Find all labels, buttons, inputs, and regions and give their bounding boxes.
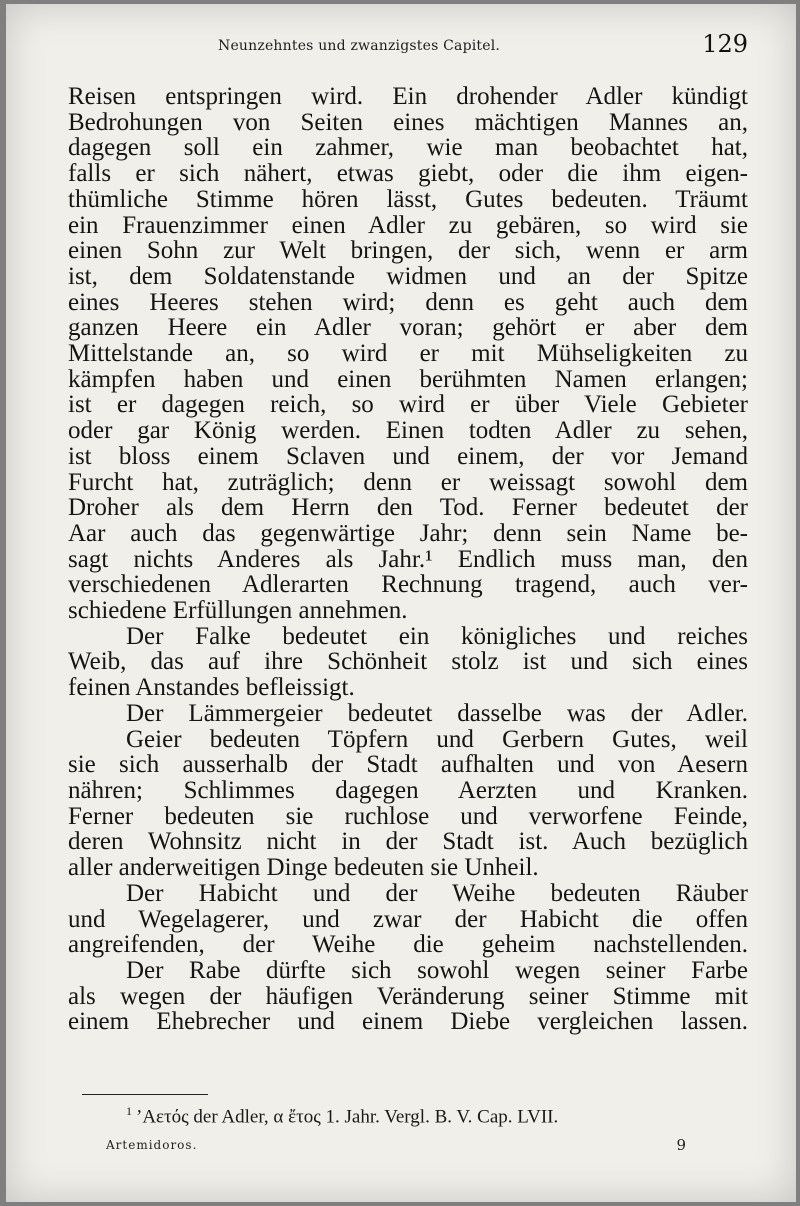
text-line: kämpfen haben und einen berühmten Namen erlangen; (68, 365, 748, 393)
text-line: Ferner bedeuten sie ruchlose und verworfene Feinde, (68, 802, 748, 830)
text-line: ist, dem Soldatenstande widmen und an der Spitze (68, 262, 748, 290)
text-line: und Wegelagerer, und zwar der Habicht die offen (68, 905, 748, 933)
text-line: Der Falke bedeutet ein königliches und reiches (126, 622, 748, 650)
printer-signature: Artemidoros. (106, 1138, 198, 1152)
text-line: sagt nichts Anderes als Jahr.¹ Endlich muss man, den (68, 545, 748, 573)
text-line: Mittelstande an, so wird er mit Mühseligkeiten zu (68, 340, 748, 368)
page-footer (106, 1136, 686, 1156)
text-line: angreifenden, der Weihe die geheim nachstellenden. (68, 931, 748, 959)
text-line: nähren; Schlimmes dagegen Aerzten und Kranken. (68, 776, 748, 804)
footnote-mark: 1 (126, 1104, 132, 1118)
footnote-rule (82, 1094, 208, 1095)
text-line: feinen Anstandes befleissigt. (68, 674, 355, 702)
text-line: Furcht hat, zuträglich; denn er weissagt sowohl dem (68, 468, 748, 496)
running-head: Neunzehntes und zwanzigstes Capitel. (218, 38, 501, 54)
footnote (126, 1104, 748, 1128)
text-line: einem Ehebrecher und einem Diebe vergleichen lassen. (68, 1008, 748, 1036)
footnote-text: ’Αετός der Adler, α ἔτος 1. Jahr. Vergl. B. V. Cap. LVII. (136, 1106, 559, 1128)
text-line: schiedene Erfüllungen annehmen. (68, 597, 408, 625)
sheet-number: 9 (676, 1136, 686, 1154)
body-text (68, 84, 748, 1035)
text-line: falls er sich nähert, etwas giebt, oder die ihm eigen- (68, 160, 748, 188)
text-line: Aar auch das gegenwärtige Jahr; denn sein Name be- (68, 519, 748, 547)
text-line: aller anderweitigen Dinge bedeuten sie Unheil. (68, 854, 539, 882)
text-line: Der Habicht und der Weihe bedeuten Räuber (126, 879, 748, 907)
text-line: einen Sohn zur Welt bringen, der sich, wenn er arm (68, 237, 748, 265)
text-line: Der Lämmergeier bedeutet dasselbe was der Adler. (126, 699, 748, 727)
text-line: thümliche Stimme hören lässt, Gutes bedeuten. Träumt (68, 185, 748, 213)
text-line: Reisen entspringen wird. Ein drohender Adler kündigt (68, 83, 748, 110)
text-line: Weib, das auf ihre Schönheit stolz ist und sich eines (68, 648, 748, 676)
text-line: oder gar König werden. Einen todten Adler zu sehen, (68, 417, 748, 445)
text-line: verschiedenen Adlerarten Rechnung tragend, auch ver- (68, 571, 748, 599)
text-line: sie sich ausserhalb der Stadt aufhalten und von Aesern (68, 751, 748, 779)
text-line: eines Heeres stehen wird; denn es geht auch dem (68, 288, 748, 316)
page-header (68, 30, 748, 60)
text-line: deren Wohnsitz nicht in der Stadt ist. Auch bezüglich (68, 828, 748, 856)
page-number: 129 (702, 30, 748, 58)
text-line: ist er dagegen reich, so wird er über Viele Gebieter (68, 391, 748, 419)
text-line: ganzen Heere ein Adler voran; gehört er aber dem (68, 314, 748, 342)
text-line: ein Frauenzimmer einen Adler zu gebären, so wird sie (68, 211, 748, 239)
text-line: Bedrohungen von Seiten eines mächtigen Mannes an, (68, 108, 748, 136)
text-line: Geier bedeuten Töpfern und Gerbern Gutes, weil (126, 725, 748, 753)
text-line: Droher als dem Herrn den Tod. Ferner bedeutet der (68, 494, 748, 522)
text-line: Der Rabe dürfte sich sowohl wegen seiner Farbe (126, 956, 748, 984)
book-page (6, 4, 796, 1202)
text-line: dagegen soll ein zahmer, wie man beobachtet hat, (68, 134, 748, 162)
text-line: ist bloss einem Sclaven und einem, der vor Jemand (68, 442, 748, 470)
text-line: als wegen der häufigen Veränderung seiner Stimme mit (68, 982, 748, 1010)
